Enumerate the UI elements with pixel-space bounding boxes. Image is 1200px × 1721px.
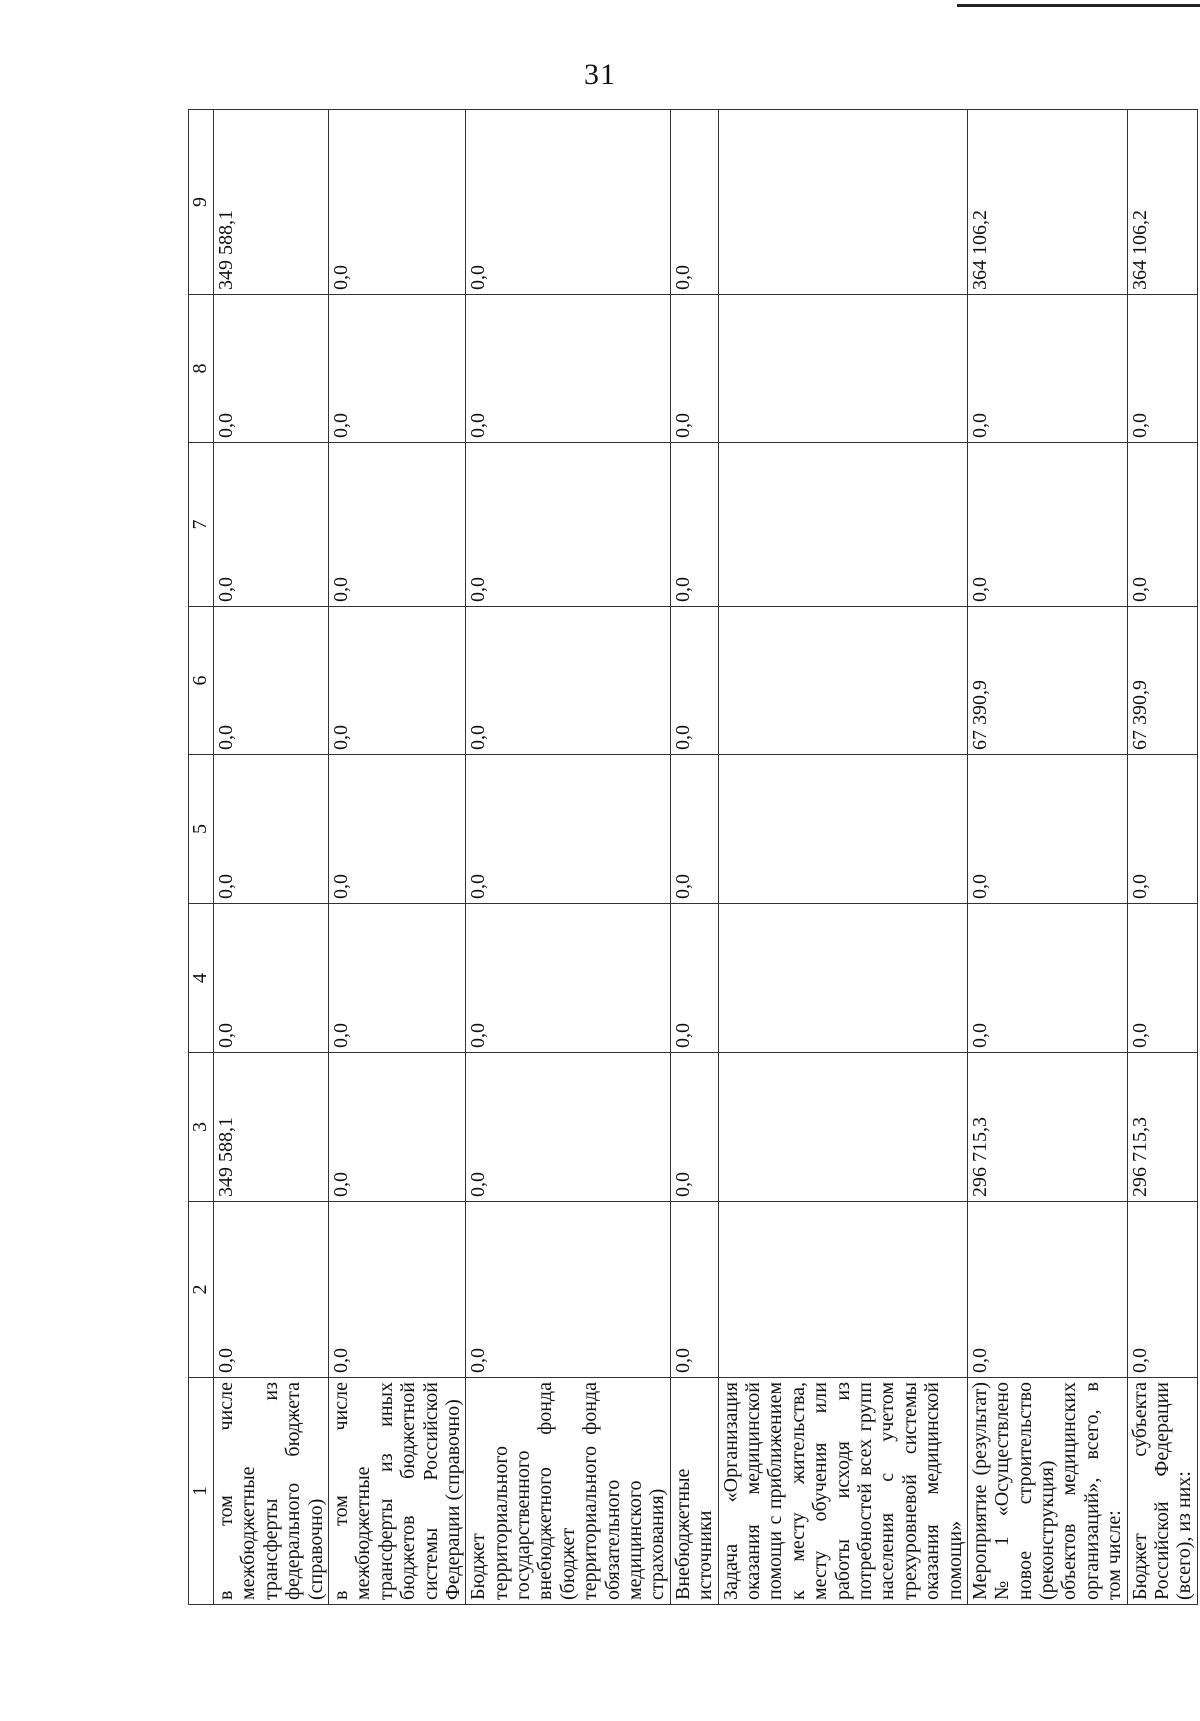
table-body (189, 110, 1198, 1605)
value-cell: 0,0 (328, 904, 465, 1053)
table-row (214, 110, 329, 1605)
value-cell: 0,0 (1127, 904, 1197, 1053)
value-cell: 296 715,3 (967, 1053, 1127, 1202)
table-landscape (188, 110, 1196, 1605)
row-label-cell: Задача «Организация оказания медицинской помощи с приближением к месту жительства, месту обучения или работы исходя из потребностей всех групп населения с учетом трехуровневой системы оказания медицинской помощи» (718, 1378, 967, 1605)
value-cell (718, 295, 967, 443)
value-cell: 0,0 (1127, 755, 1197, 904)
row-label-cell: в том числе межбюджетные трансферты из иных бюджетов бюджетной системы Российской Федерации (справочно) (328, 1378, 465, 1605)
top-edge-rule (957, 4, 1200, 7)
header-cell: 5 (189, 755, 214, 904)
value-cell (718, 110, 967, 295)
value-cell: 0,0 (328, 1202, 465, 1378)
value-cell: 0,0 (328, 443, 465, 607)
value-cell: 67 390,9 (967, 607, 1127, 755)
header-cell: 7 (189, 443, 214, 607)
value-cell: 0,0 (466, 443, 671, 607)
value-cell (718, 607, 967, 755)
value-cell: 0,0 (967, 295, 1127, 443)
table-row (466, 110, 671, 1605)
value-cell: 0,0 (328, 110, 465, 295)
value-cell: 364 106,2 (967, 110, 1127, 295)
header-cell: 3 (189, 1053, 214, 1202)
table-row (967, 110, 1127, 1605)
row-label-cell: Внебюджетные источники (670, 1378, 718, 1605)
value-cell: 0,0 (670, 607, 718, 755)
value-cell: 0,0 (214, 607, 329, 755)
header-cell: 6 (189, 607, 214, 755)
value-cell: 0,0 (1127, 295, 1197, 443)
value-cell: 0,0 (328, 295, 465, 443)
table-row (718, 110, 967, 1605)
value-cell: 0,0 (328, 755, 465, 904)
value-cell (718, 904, 967, 1053)
value-cell: 0,0 (214, 755, 329, 904)
value-cell: 0,0 (466, 1053, 671, 1202)
value-cell: 0,0 (670, 295, 718, 443)
header-cell: 2 (189, 1202, 214, 1378)
value-cell: 0,0 (214, 1202, 329, 1378)
row-label-cell: Бюджет территориального государственного внебюджетного фонда (бюджет территориального фонда обязательного медицинского страхования) (466, 1378, 671, 1605)
value-cell (718, 1053, 967, 1202)
row-label-cell: Бюджет субъекта Российской Федерации (всего), из них: (1127, 1378, 1197, 1605)
table-row (1127, 110, 1197, 1605)
value-cell: 0,0 (670, 443, 718, 607)
value-cell: 0,0 (466, 1202, 671, 1378)
header-cell: 4 (189, 904, 214, 1053)
header-row (189, 110, 214, 1605)
value-cell: 0,0 (214, 904, 329, 1053)
value-cell: 0,0 (214, 295, 329, 443)
budget-table (188, 109, 1198, 1605)
header-cell: 9 (189, 110, 214, 295)
row-label-cell: в том числе межбюджетные трансферты из федерального бюджета (справочно) (214, 1378, 329, 1605)
value-cell: 0,0 (466, 755, 671, 904)
header-cell: 8 (189, 295, 214, 443)
value-cell: 0,0 (1127, 443, 1197, 607)
value-cell: 0,0 (670, 1053, 718, 1202)
value-cell: 0,0 (466, 295, 671, 443)
value-cell: 0,0 (670, 1202, 718, 1378)
value-cell: 0,0 (214, 443, 329, 607)
value-cell: 67 390,9 (1127, 607, 1197, 755)
value-cell: 0,0 (967, 443, 1127, 607)
value-cell: 0,0 (670, 904, 718, 1053)
value-cell: 0,0 (466, 607, 671, 755)
table-frame (188, 110, 1196, 1605)
table-row (328, 110, 465, 1605)
value-cell: 364 106,2 (1127, 110, 1197, 295)
value-cell (718, 755, 967, 904)
value-cell: 0,0 (967, 755, 1127, 904)
value-cell (718, 443, 967, 607)
row-label-cell: Мероприятие (результат) № 1 «Осуществлено новое строительство (реконструкция) объектов медицинских организаций», всего, в том числе: (967, 1378, 1127, 1605)
value-cell: 0,0 (328, 1053, 465, 1202)
table-row (670, 110, 718, 1605)
value-cell: 349 588,1 (214, 110, 329, 295)
value-cell: 296 715,3 (1127, 1053, 1197, 1202)
value-cell: 0,0 (1127, 1202, 1197, 1378)
value-cell (718, 1202, 967, 1378)
value-cell: 0,0 (967, 904, 1127, 1053)
value-cell: 0,0 (466, 904, 671, 1053)
header-cell: 1 (189, 1378, 214, 1605)
value-cell: 349 588,1 (214, 1053, 329, 1202)
page-number: 31 (584, 58, 616, 91)
value-cell: 0,0 (466, 110, 671, 295)
value-cell: 0,0 (670, 110, 718, 295)
value-cell: 0,0 (670, 755, 718, 904)
value-cell: 0,0 (967, 1202, 1127, 1378)
value-cell: 0,0 (328, 607, 465, 755)
